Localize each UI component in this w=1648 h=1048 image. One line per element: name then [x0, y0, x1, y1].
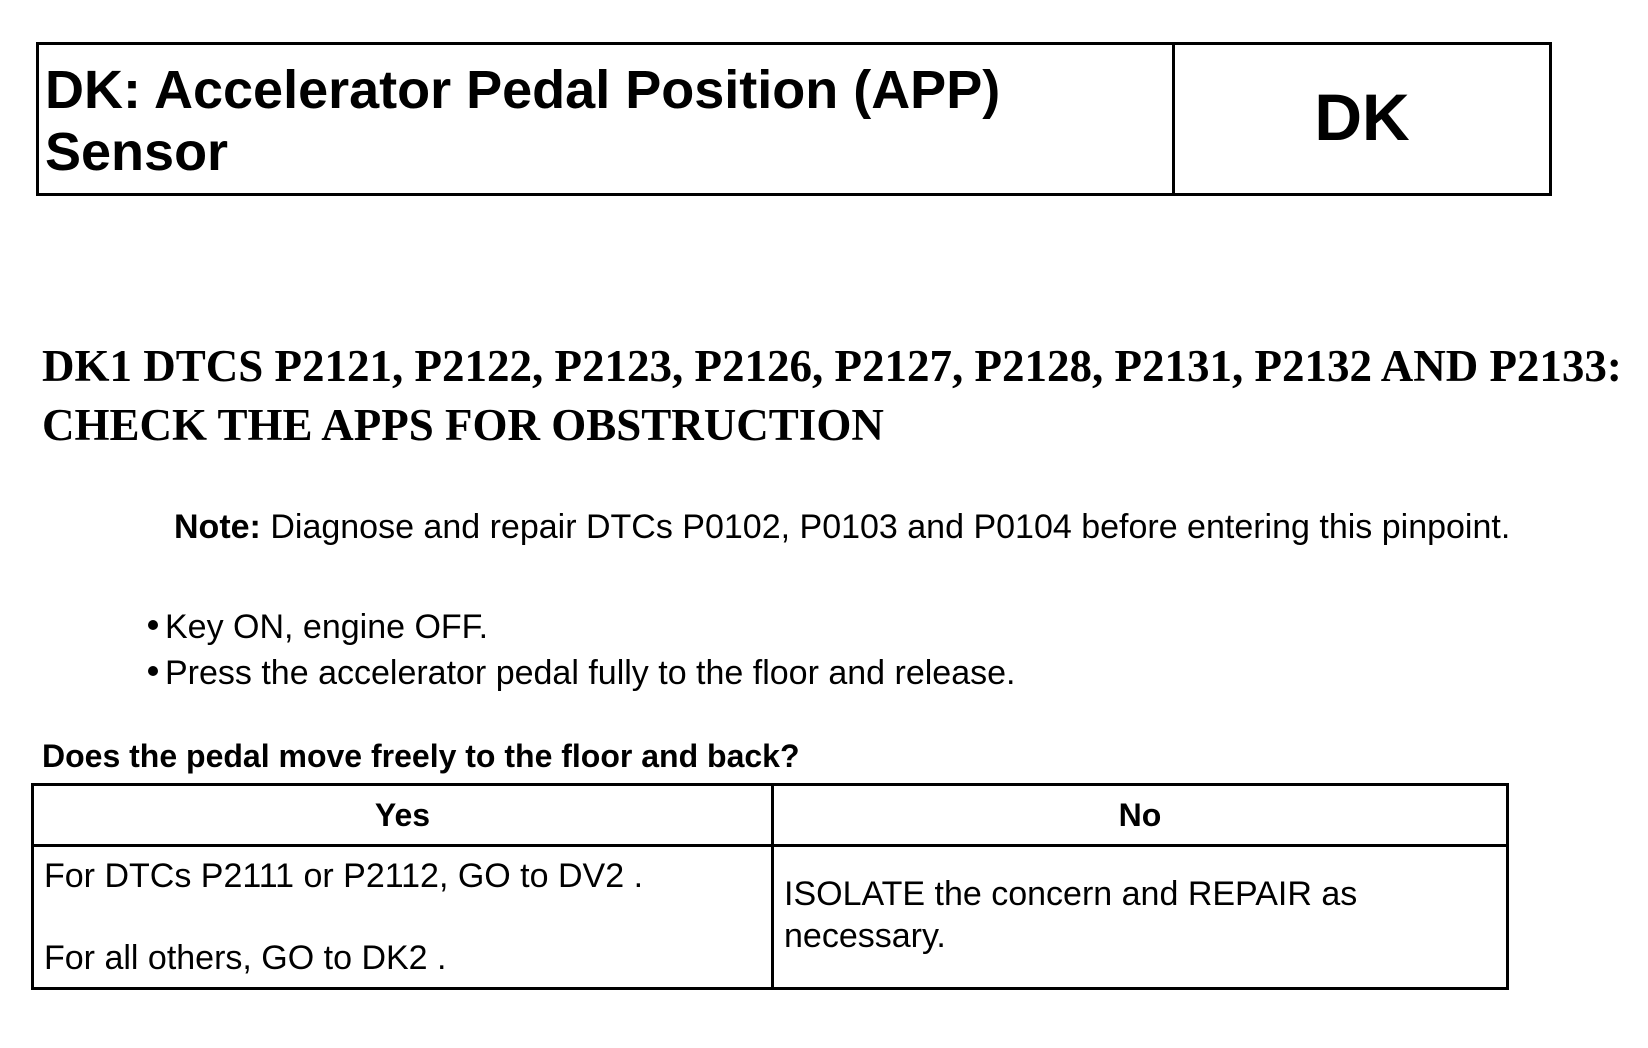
bullet-icon	[148, 620, 158, 630]
bullet-icon	[148, 666, 158, 676]
note	[174, 508, 1510, 547]
section-title: DK: Accelerator Pedal Position (APP) Sensor	[39, 45, 1175, 193]
question: Does the pedal move freely to the floor and back?	[42, 738, 800, 774]
section-header	[36, 42, 1552, 196]
table-row	[33, 846, 1508, 989]
yes-header: Yes	[33, 785, 773, 846]
note-text: Diagnose and repair DTCs P0102, P0103 and P0104 before entering this pinpoint.	[260, 508, 1511, 546]
instruction-item	[148, 650, 1015, 696]
step-heading: DK1 DTCS P2121, P2122, P2123, P2126, P2127, P2128, P2131, P2132 AND P2133: CHECK THE APPS FOR OBSTRUCTION	[42, 341, 1622, 450]
no-cell	[773, 846, 1508, 989]
instruction-item	[148, 604, 1015, 650]
yes-action-1: For DTCs P2111 or P2112, GO to DV2 .	[44, 857, 644, 895]
yes-cell	[33, 846, 773, 989]
answer-table	[31, 783, 1509, 990]
instruction-text: Key ON, engine OFF.	[165, 608, 489, 646]
instruction-text: Press the accelerator pedal fully to the floor and release.	[165, 654, 1016, 692]
no-action: ISOLATE the concern and REPAIR as necessary.	[784, 875, 1358, 955]
note-label: Note:	[174, 508, 261, 546]
section-code: DK	[1314, 80, 1410, 154]
yes-action-2: For all others, GO to DK2 .	[44, 939, 447, 977]
instruction-list	[148, 604, 1015, 696]
no-header: No	[773, 785, 1508, 846]
table-header-row	[33, 785, 1508, 846]
